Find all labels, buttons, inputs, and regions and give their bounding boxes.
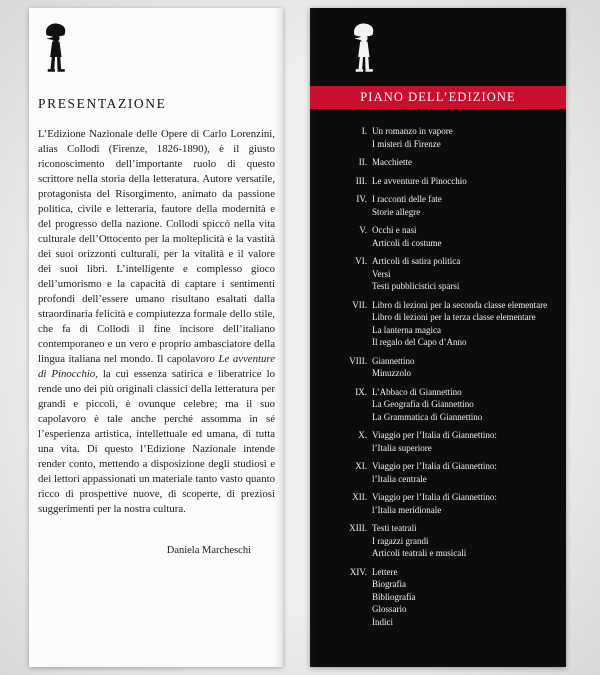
item-title-line: l’Italia centrale <box>372 473 427 484</box>
item-title-line: Testi teatrali <box>372 523 417 533</box>
item-numeral: III. <box>355 175 367 186</box>
item-title-line: La lanterna magica <box>372 324 441 335</box>
item-title-line: Giannettino <box>372 355 415 366</box>
list-item <box>310 429 566 454</box>
list-item <box>310 224 566 249</box>
item-title-line: Minuzzolo <box>372 368 411 378</box>
item-title-line: Storie allegre <box>372 206 421 217</box>
list-item <box>310 156 566 169</box>
item-title-line: Indici <box>372 616 393 627</box>
item-title-line: Testi pubblicistici sparsi <box>372 281 460 291</box>
item-numeral: I. <box>361 126 367 136</box>
item-titles <box>372 224 566 249</box>
edition-plan-title: PIANO DELL’EDIZIONE <box>360 90 516 104</box>
list-item <box>310 125 566 150</box>
signature: Daniela Marcheschi <box>166 545 251 556</box>
item-numeral: VIII. <box>349 355 367 366</box>
item-title-line: Viaggio per l’Italia di Giannettino: <box>372 461 497 471</box>
item-title-line: I ragazzi grandi <box>372 535 429 546</box>
item-titles <box>372 175 566 188</box>
item-titles <box>372 429 566 454</box>
item-numeral: II. <box>358 157 367 167</box>
item-title-line: Il regalo del Capo d’Anno <box>372 337 467 347</box>
edition-plan-panel <box>310 8 566 667</box>
item-titles <box>372 255 566 293</box>
item-numeral: IX. <box>355 386 367 397</box>
item-numeral: VI. <box>355 256 367 266</box>
item-title-line: l’Italia superiore <box>372 442 432 453</box>
list-item <box>310 566 566 629</box>
presentation-panel <box>29 8 283 667</box>
item-title-line: Viaggio per l’Italia di Giannettino: <box>372 430 497 440</box>
item-title-line: Libro di lezioni per la terza classe elementare <box>372 312 536 322</box>
item-titles <box>372 193 566 218</box>
item-title-line: L’Abbaco di Giannettino <box>372 386 462 397</box>
item-title-line: Biografia <box>372 579 406 589</box>
item-numeral: XIV. <box>349 566 367 577</box>
list-item <box>310 460 566 485</box>
list-item <box>310 255 566 293</box>
item-numeral: IV. <box>356 194 367 204</box>
item-titles <box>372 491 566 516</box>
item-title-line: Macchiette <box>372 157 412 167</box>
item-title-line: Versi <box>372 268 391 279</box>
list-item <box>310 522 566 560</box>
item-title-line: Libro di lezioni per la seconda classe elementare <box>372 299 548 310</box>
item-title-line: Un romanzo in vapore <box>372 126 453 136</box>
item-titles <box>372 522 566 560</box>
item-title-line: La Geografia di Giannettino <box>372 399 474 409</box>
presentation-title: PRESENTAZIONE <box>38 96 167 111</box>
item-title-line: Articoli di costume <box>372 237 442 248</box>
body-segment: , la cui essenza satirica e liberatrice lo rende uno dei più originali classici della letteratura per grandi e piccoli, è ovunque celebre; ma il suo capolavoro è tale anche perché assomma in sé l’esperienza artistica, intellettuale ed umana, di tutta una vita. Di questo l’Edizione Nazionale intende render conto, mettendo a disposizione degli studiosi e dei lettori appassionati un materiale tanto vasto quanto ricco di prospettive nuove, di scoperte, di preziosi suggerimenti per la nostra cultura. <box>38 368 276 515</box>
item-numeral: X. <box>358 430 367 440</box>
item-title-line: I racconti delle fate <box>372 194 442 204</box>
pinocchio-silhouette-icon <box>348 22 381 74</box>
item-titles <box>372 460 566 485</box>
item-numeral: XIII. <box>349 523 367 533</box>
list-item <box>310 299 566 349</box>
item-titles <box>372 566 566 629</box>
item-title-line: La Grammatica di Giannettino <box>372 411 483 422</box>
item-titles <box>372 355 566 380</box>
item-titles <box>372 386 566 424</box>
list-item <box>310 175 566 188</box>
edition-plan-banner <box>310 86 566 109</box>
item-titles <box>372 299 566 349</box>
body-segment: L’Edizione Nazionale delle Opere di Carlo Lorenzini, alias Collodi (Firenze, 1826-1890), è il giusto riconoscimento dell’importante ruolo di questo scrittore nella storia della letteratura. Autore versatile, protagonista del Risorgimento, animato da passione politica, civile e letteraria, fautore della modernità e del progresso della nazione. Collodi spiccò nella vita culturale dell’Ottocento per la molteplicità e la vastità dei suoi orizzonti culturali, per la vitalità e il valore dei suoi libri. L’intelligente e complesso gioco dell’umorismo e la capacità di captare i sentimenti profondi dell’essere umano risultano esaltati dalla straordinaria felicità e compiutezza formale dello stile, che fa di Collodi il fine incisore dell’italiano contemporaneo e un vero e proprio ambasciatore della lingua italiana nel mondo. Il capolavoro <box>38 128 275 365</box>
list-item <box>310 193 566 218</box>
list-item <box>310 491 566 516</box>
item-titles <box>372 156 566 169</box>
item-title-line: Viaggio per l’Italia di Giannettino: <box>372 492 497 502</box>
item-titles <box>372 125 566 150</box>
item-title-line: Bibliografia <box>372 591 416 602</box>
item-title-line: Lettere <box>372 566 398 577</box>
item-title-line: Articoli teatrali e musicali <box>372 548 467 558</box>
item-numeral: XI. <box>355 461 367 471</box>
item-numeral: XII. <box>352 492 367 502</box>
item-title-line: l’Italia meridionale <box>372 504 442 515</box>
list-item <box>310 386 566 424</box>
item-title-line: Articoli di satira politica <box>372 256 461 266</box>
item-title-line: Le avventure di Pinocchio <box>372 175 467 186</box>
presentation-body <box>38 127 275 517</box>
edition-list <box>310 125 566 628</box>
body-italic-book-title: Le avventure di Pinocchio <box>38 353 275 380</box>
list-item <box>310 355 566 380</box>
item-title-line: Occhi e nasi <box>372 225 417 235</box>
pinocchio-silhouette-icon <box>40 22 73 74</box>
item-numeral: VII. <box>352 299 367 310</box>
item-title-line: I misteri di Firenze <box>372 138 441 149</box>
item-numeral: V. <box>359 225 367 235</box>
item-title-line: Glossario <box>372 604 407 614</box>
